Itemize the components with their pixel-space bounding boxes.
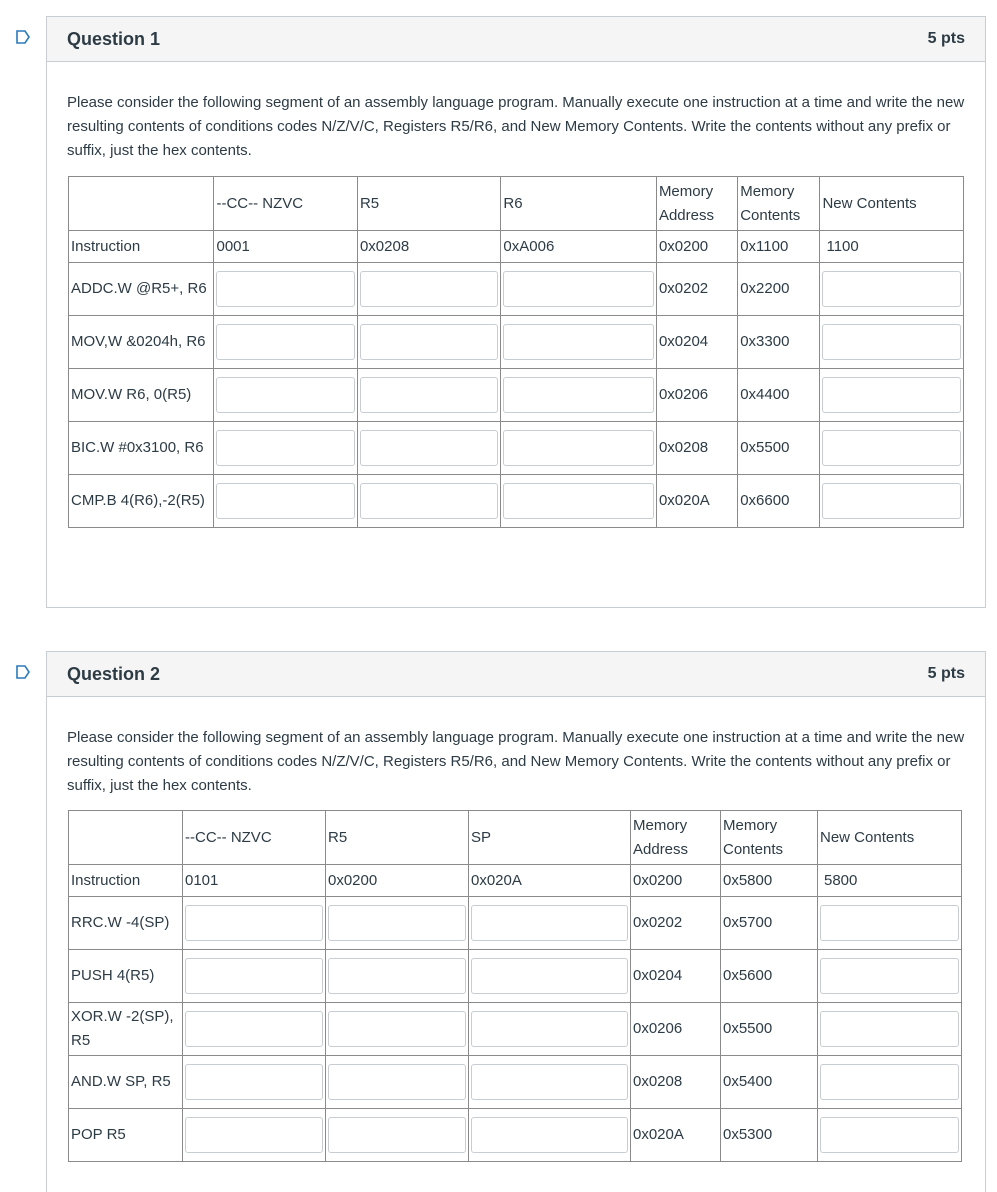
sp-answer-input[interactable]: [471, 1011, 628, 1047]
memory-address-cell: 0x0206: [631, 1003, 721, 1056]
cc-answer-input[interactable]: [216, 483, 354, 519]
header-row: [69, 177, 964, 231]
instruction-cell: RRC.W -4(SP): [69, 897, 183, 950]
header-cell: Memory Address: [656, 177, 737, 231]
instruction-cell: MOV,W &0204h, R6: [69, 316, 214, 369]
initial-cell: 0x020A: [469, 865, 631, 897]
r5-answer-input[interactable]: [360, 430, 498, 466]
cc-answer-input[interactable]: [185, 1117, 323, 1153]
new-contents-input[interactable]: [822, 430, 961, 466]
memory-address-cell: 0x020A: [631, 1109, 721, 1162]
initial-row: [69, 231, 964, 263]
header-cell: --CC-- NZVC: [214, 177, 357, 231]
initial-cell: 0x0208: [357, 231, 500, 263]
question-title: Question 2: [67, 663, 161, 684]
table-row: [69, 422, 964, 475]
memory-contents-cell: 0x5300: [721, 1109, 818, 1162]
instruction-cell: XOR.W -2(SP), R5: [69, 1003, 183, 1056]
sp-answer-input[interactable]: [471, 905, 628, 941]
header-cell: New Contents: [818, 811, 962, 865]
r6-answer-input[interactable]: [503, 324, 654, 360]
initial-cell: 0x0200: [326, 865, 469, 897]
initial-cell: 0001: [214, 231, 357, 263]
instruction-cell: PUSH 4(R5): [69, 950, 183, 1003]
answer-table: [68, 810, 962, 1162]
cc-answer-input[interactable]: [216, 324, 354, 360]
header-row: [69, 811, 962, 865]
r5-answer-input[interactable]: [328, 958, 466, 994]
cc-answer-input[interactable]: [185, 1064, 323, 1100]
question-text: Please consider the following segment of an assembly language program. Manually execute one instruction at a time and write the new resulting contents of conditions codes N/Z/V/C, Registers R5/R6, and New Memory Contents. Write the contents without any prefix or suffix, just the hex contents.: [67, 729, 965, 794]
new-contents-input[interactable]: [820, 1064, 959, 1100]
initial-cell: Instruction: [69, 865, 183, 897]
new-contents-input[interactable]: [822, 377, 961, 413]
table-row: [69, 1109, 962, 1162]
sp-answer-input[interactable]: [471, 1117, 628, 1153]
header-cell: SP: [469, 811, 631, 865]
table-row: [69, 897, 962, 950]
question-header: [47, 17, 985, 62]
cc-answer-input[interactable]: [185, 905, 323, 941]
question-points: 5 pts: [927, 665, 965, 682]
r6-answer-input[interactable]: [503, 377, 654, 413]
memory-contents-cell: 0x6600: [738, 475, 820, 528]
r5-answer-input[interactable]: [328, 1117, 466, 1153]
memory-address-cell: 0x0202: [656, 263, 737, 316]
header-cell: [69, 177, 214, 231]
memory-contents-cell: 0x5500: [738, 422, 820, 475]
r5-answer-input[interactable]: [360, 483, 498, 519]
r5-answer-input[interactable]: [328, 905, 466, 941]
sp-answer-input[interactable]: [471, 1064, 628, 1100]
memory-contents-cell: 0x4400: [738, 369, 820, 422]
memory-address-cell: 0x020A: [656, 475, 737, 528]
cc-answer-input[interactable]: [216, 430, 354, 466]
initial-cell: 0x0200: [631, 865, 721, 897]
header-cell: R5: [357, 177, 500, 231]
table-row: [69, 1003, 962, 1056]
memory-contents-cell: 0x5500: [721, 1003, 818, 1056]
new-contents-input[interactable]: [820, 1117, 959, 1153]
memory-contents-cell: 0x5600: [721, 950, 818, 1003]
cc-answer-input[interactable]: [216, 377, 354, 413]
r5-answer-input[interactable]: [360, 324, 498, 360]
memory-contents-cell: 0x5700: [721, 897, 818, 950]
memory-address-cell: 0x0208: [656, 422, 737, 475]
instruction-cell: POP R5: [69, 1109, 183, 1162]
r6-answer-input[interactable]: [503, 430, 654, 466]
new-contents-input[interactable]: [822, 271, 961, 307]
header-cell: R6: [501, 177, 657, 231]
table-row: [69, 1056, 962, 1109]
initial-cell: 0xA006: [501, 231, 657, 263]
new-contents-input[interactable]: [820, 958, 959, 994]
table-row: [69, 950, 962, 1003]
header-cell: New Contents: [820, 177, 964, 231]
initial-row: [69, 865, 962, 897]
instruction-cell: MOV.W R6, 0(R5): [69, 369, 214, 422]
header-cell: Memory Address: [631, 811, 721, 865]
new-contents-input[interactable]: [822, 483, 961, 519]
memory-contents-cell: 0x5400: [721, 1056, 818, 1109]
table-row: [69, 263, 964, 316]
header-cell: [69, 811, 183, 865]
header-cell: --CC-- NZVC: [183, 811, 326, 865]
instruction-cell: BIC.W #0x3100, R6: [69, 422, 214, 475]
header-cell: Memory Contents: [721, 811, 818, 865]
memory-contents-cell: 0x3300: [738, 316, 820, 369]
cc-answer-input[interactable]: [185, 958, 323, 994]
cc-answer-input[interactable]: [216, 271, 354, 307]
question-2: [46, 651, 986, 1192]
instruction-cell: AND.W SP, R5: [69, 1056, 183, 1109]
memory-address-cell: 0x0206: [656, 369, 737, 422]
memory-address-cell: 0x0202: [631, 897, 721, 950]
initial-cell: 0x5800: [721, 865, 818, 897]
initial-cell: 0x0200: [656, 231, 737, 263]
question-header: [47, 652, 985, 697]
table-row: [69, 316, 964, 369]
initial-cell: 5800: [818, 865, 962, 897]
memory-address-cell: 0x0204: [631, 950, 721, 1003]
r5-answer-input[interactable]: [360, 271, 498, 307]
new-contents-input[interactable]: [820, 1011, 959, 1047]
r5-answer-input[interactable]: [328, 1064, 466, 1100]
initial-cell: Instruction: [69, 231, 214, 263]
answer-table: [68, 176, 964, 528]
question-title: Question 1: [67, 28, 161, 49]
instruction-cell: CMP.B 4(R6),-2(R5): [69, 475, 214, 528]
new-contents-input[interactable]: [820, 905, 959, 941]
table-row: [69, 369, 964, 422]
memory-contents-cell: 0x2200: [738, 263, 820, 316]
initial-cell: 0x1100: [738, 231, 820, 263]
initial-cell: 0101: [183, 865, 326, 897]
sp-answer-input[interactable]: [471, 958, 628, 994]
new-contents-input[interactable]: [822, 324, 961, 360]
r5-answer-input[interactable]: [328, 1011, 466, 1047]
initial-cell: 1100: [820, 231, 964, 263]
memory-address-cell: 0x0208: [631, 1056, 721, 1109]
memory-address-cell: 0x0204: [656, 316, 737, 369]
table-row: [69, 475, 964, 528]
header-cell: R5: [326, 811, 469, 865]
bookmark-flag-icon[interactable]: [15, 664, 31, 680]
question-points: 5 pts: [927, 30, 965, 47]
header-cell: Memory Contents: [738, 177, 820, 231]
question-text: Please consider the following segment of an assembly language program. Manually execute one instruction at a time and write the new resulting contents of conditions codes N/Z/V/C, Registers R5/R6, and New Memory Contents. Write the contents without any prefix or suffix, just the hex contents.: [67, 94, 965, 159]
r5-answer-input[interactable]: [360, 377, 498, 413]
bookmark-flag-icon[interactable]: [15, 29, 31, 45]
cc-answer-input[interactable]: [185, 1011, 323, 1047]
instruction-cell: ADDC.W @R5+, R6: [69, 263, 214, 316]
question-1: [46, 16, 986, 608]
r6-answer-input[interactable]: [503, 271, 654, 307]
r6-answer-input[interactable]: [503, 483, 654, 519]
